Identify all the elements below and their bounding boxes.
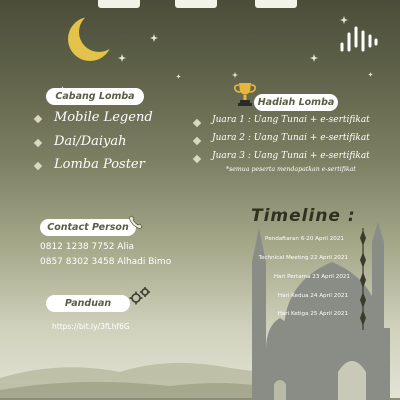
timeline-title: Timeline : [251, 206, 356, 226]
timeline-item-hari-ketiga: Hari Ketiga 25 April 2021 [277, 311, 348, 317]
star-icon [232, 72, 238, 78]
phone-icon [128, 214, 144, 230]
star-icon [368, 72, 373, 77]
crescent-moon-icon [66, 12, 120, 66]
panduan-header: Panduan [46, 295, 130, 312]
hadiah-juara-2: Juara 2 : Uang Tunai + e-sertifikat [212, 133, 370, 143]
star-icon [118, 54, 126, 62]
header-block-left [98, 0, 140, 8]
star-icon [150, 34, 158, 42]
cabang-item-dai-daiyah: Dai/Daiyah [54, 134, 127, 149]
hadiah-note: *semua peserta mendapatkan e-sertifikat [226, 166, 356, 173]
timeline-item-hari-kedua: Hari Kedua 24 April 2021 [277, 293, 348, 299]
contact-person-header: Contact Person [40, 219, 136, 236]
podcast-logo-icon [338, 22, 380, 54]
cabang-item-lomba-poster: Lomba Poster [54, 157, 145, 172]
gears-icon [128, 286, 152, 306]
timeline-item-technical-meeting: Technical Meeting 22 April 2021 [258, 255, 348, 261]
contact-line-alia: 0812 1238 7752 Alia [40, 242, 134, 252]
timeline-item-pendaftaran: Pendaftaran 6-20 April 2021 [265, 236, 344, 242]
hadiah-juara-3: Juara 3 : Uang Tunai + e-sertifikat [212, 151, 370, 161]
header-block-right [255, 0, 297, 8]
header-block-middle [175, 0, 217, 8]
timeline-line [356, 226, 370, 332]
cabang-lomba-header: Cabang Lomba [46, 88, 144, 105]
panduan-link[interactable]: https://bit.ly/3fLhf6G [52, 322, 130, 331]
hadiah-juara-1: Juara 1 : Uang Tunai + e-sertifikat [212, 115, 370, 125]
star-icon [176, 74, 181, 79]
timeline-item-hari-pertama: Hari Pertama 23 April 2021 [273, 274, 350, 280]
star-icon [310, 54, 318, 62]
cabang-item-mobile-legend: Mobile Legend [54, 110, 153, 125]
hadiah-lomba-header: Hadiah Lomba [254, 94, 338, 111]
contact-line-alhadi-bimo: 0857 8302 3458 Alhadi Bimo [40, 257, 172, 267]
